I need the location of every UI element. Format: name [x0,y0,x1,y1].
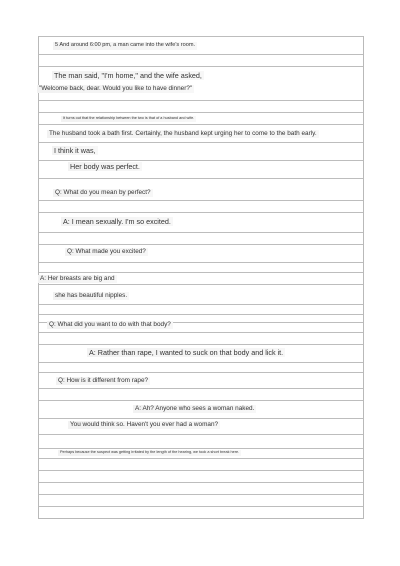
text-line: You would think so. Haven't you ever had a woman? [70,421,219,428]
rule-line [39,178,363,179]
rule-line [39,470,363,471]
text-line: The husband took a bath first. Certainly, the husband kept urging her to come to the bath early. [49,130,317,137]
rule-line [39,284,363,285]
rule-line [39,332,363,333]
document-page [38,36,364,519]
rule-line [39,506,363,507]
rule-line [39,372,363,373]
text-line: I think it was, [54,146,96,155]
text-line: A: I mean sexually. I'm so excited. [63,217,171,226]
rule-line [39,494,363,495]
rule-line [39,362,363,363]
text-line: Q: What did you want to do with that body? [49,321,171,328]
rule-line [39,100,363,101]
rule-line [39,434,363,435]
rule-line [39,448,363,449]
text-line: A: Ah? Anyone who sees a woman naked. [135,405,255,412]
text-line: Perhaps because the suspect was getting irritated by the length of the hearing, we took a short break here. [60,450,240,454]
text-line: A: Rather than rape, I wanted to suck on that body and lick it. [89,348,284,357]
rule-line [39,482,363,483]
text-line: It turns out that the relationship between the two is that of a husband and wife. [63,116,195,120]
rule-line [39,400,363,401]
rule-line [39,212,363,213]
text-line: The man said, "I'm home," and the wife asked, [54,71,202,80]
rule-line [39,262,363,263]
rule-line [39,200,363,201]
rule-line [39,344,363,345]
rule-line [39,314,363,315]
text-line: Q: How is it different from rape? [58,377,149,384]
rule-line [39,36,363,37]
rule-line [39,160,363,161]
text-line: "Welcome back, dear. Would you like to have dinner?" [39,85,193,92]
rule-line [39,418,363,419]
text-line: she has beautiful nipples. [55,292,128,299]
rule-line [39,458,363,459]
text-line: A: Her breasts are big and [40,275,115,282]
rule-line [39,112,363,113]
rule-line [39,66,363,67]
text-line: 5 And around 6:00 pm, a man came into the wife's room. [55,42,196,48]
text-line: Q: What do you mean by perfect? [55,189,151,196]
text-line: Her body was perfect. [70,162,140,171]
rule-line [39,54,363,55]
text-line: Q: What made you excited? [67,248,146,255]
rule-line [39,272,363,273]
rule-line [39,388,363,389]
rule-line [39,124,363,125]
rule-line [39,244,363,245]
rule-line [39,304,363,305]
rule-line [39,142,363,143]
rule-line [39,232,363,233]
